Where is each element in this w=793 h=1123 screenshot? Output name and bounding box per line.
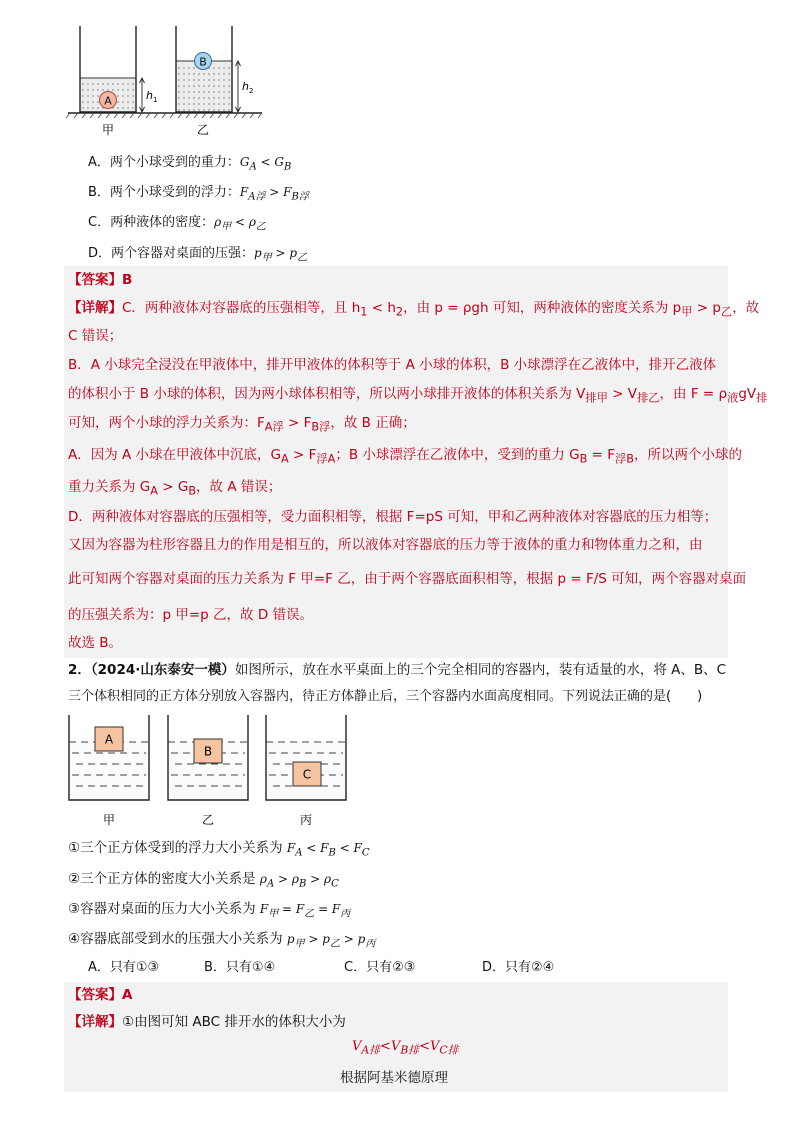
q2-detail-text-2: 根据阿基米德原理 [340, 1070, 448, 1086]
q2-figure [66, 712, 356, 830]
q1-detail-line-3: 的体积小于 B 小球的体积，因为两小球体积相等，所以两小球排开液体的体积关系为 $V_{排甲} > V_{排乙}$，由 $F = \rho_液gV_排$ [68, 386, 768, 405]
q1-option-a [88, 151, 291, 172]
h2-label: h [242, 80, 249, 93]
q1-option-d-text: D．两个容器对桌面的压强： [88, 246, 255, 261]
q2-statement-3-num: ③ [68, 901, 81, 917]
q1-detail-line-5: A．因为 A 小球在甲液体中沉底，$G_A > F_{浮A}$；B 小球漂浮在乙液体中，受到的重力 $G_B = F_{浮B}$，所以两个小球的 [68, 447, 743, 466]
h1-arrow [140, 78, 145, 112]
q2-caption-1: 甲 [102, 813, 116, 827]
container-3 [266, 715, 346, 800]
ball-b-label: B [199, 55, 207, 69]
q2-choice-b: B．只有①④ [204, 960, 276, 975]
q2-choice-a: A．只有①③ [88, 960, 160, 975]
container-2 [168, 715, 248, 800]
q2-statement-2-text: 三个正方体的密度大小关系是 [80, 871, 260, 887]
q2-statement-3-text: 容器对桌面的压力大小关系为 [80, 901, 260, 917]
q2-choice-c: C．只有②③ [344, 960, 416, 975]
q2-statement-3-formula: $F_甲 = F_乙 = F_丙$ [259, 902, 351, 920]
q1-option-c-text: C．两种液体的密度： [88, 215, 215, 230]
q2-source: （2024·山东泰安一模） [90, 662, 235, 678]
h2-sub: 2 [249, 87, 254, 95]
q1-option-b [88, 181, 309, 202]
q2-statement-4-formula: $p_甲 > p_乙 > p_丙$ [286, 932, 376, 950]
q2-volume-formula: $V_{A排}<V_{B排}<V_{C排}$ [352, 1039, 459, 1057]
q2-answer-line [68, 985, 132, 1005]
container-yi [176, 26, 232, 112]
h2-arrow [236, 61, 241, 112]
cube-c-label: C [302, 767, 312, 782]
q1-detail-line-7: D．两种液体对容器底的压强相等，受力面积相等，根据 F=pS 可知，甲和乙两种液体对容器底的压力相等； [68, 509, 718, 525]
q2-statement-3 [68, 897, 350, 919]
h1-label: h [146, 89, 153, 102]
q1-conclusion: 故选 B。 [68, 635, 123, 651]
q2-statement-1-formula: $F_A < F_B < F_C$ [286, 841, 370, 859]
q2-stem-text-1: 如图所示，放在水平桌面上的三个完全相同的容器内，装有适量的水，将 A、B、C [234, 662, 727, 678]
q1-detail-line-8: 又因为容器为柱形容器且力的作用是相互的，所以液体对容器底的压力等于液体的重力和物体重力之和，由 [68, 537, 703, 553]
q1-option-a-formula: $G_A < G_B$ [239, 155, 292, 173]
q2-detail-tag: 【详解】 [68, 1014, 122, 1030]
q2-statement-1-text: 三个正方体受到的浮力大小关系为 [80, 840, 287, 856]
cube-a-label: A [104, 732, 114, 747]
q1-detail-tag: 【详解】 [68, 300, 122, 316]
q1-option-d [88, 242, 307, 263]
q2-statement-2-num: ② [68, 871, 81, 887]
q1-detail-line-0 [68, 298, 759, 323]
q2-choice-d: D．只有②④ [482, 960, 555, 975]
q2-caption-3: 丙 [299, 813, 313, 827]
q1-option-a-text: A．两个小球受到的重力： [88, 155, 240, 170]
ball-a-label: A [104, 94, 112, 108]
caption-yi: 乙 [196, 123, 210, 137]
q2-statement-1 [68, 836, 370, 858]
q1-detail-line-1: C 错误； [68, 328, 123, 344]
q1-option-d-formula: $p_甲 > p_乙$ [254, 246, 308, 264]
q2-answer-value: A [122, 987, 133, 1003]
q2-statement-4-num: ④ [68, 931, 81, 947]
q1-option-c [88, 211, 266, 232]
q2-number: 2． [68, 662, 91, 678]
caption-jia: 甲 [101, 123, 115, 137]
q1-option-b-formula: $F_{A浮} > F_{B浮}$ [239, 185, 309, 203]
q2-statement-1-num: ① [68, 840, 81, 856]
container-jia [80, 26, 136, 112]
q2-caption-2: 乙 [201, 813, 215, 827]
q2-detail-line-1 [68, 1012, 346, 1032]
cube-b-label: B [203, 744, 213, 759]
q2-stem-line-2: 三个体积相同的正方体分别放入容器内，待正方体静止后，三个容器内水面高度相同。下列说法正确的是( ) [68, 689, 703, 704]
q2-statement-4 [68, 927, 375, 949]
q1-detail-line-2: B．A 小球完全浸没在甲液体中，排开甲液体的体积等于 A 小球的体积，B 小球漂浮在乙液体中，排开乙液体 [68, 357, 717, 373]
q1-detail-line-10: 的压强关系为：p 甲=p 乙，故 D 错误。 [68, 607, 314, 623]
q1-answer-line [68, 270, 132, 290]
q1-option-c-formula: $\rho_甲 < \rho_乙$ [214, 215, 266, 233]
q1-figure [66, 26, 266, 138]
q2-statement-2 [68, 867, 339, 889]
container-1 [69, 715, 149, 800]
q1-option-b-text: B．两个小球受到的浮力： [88, 185, 240, 200]
q1-answer-value: B [122, 272, 133, 288]
q1-detail-line-6: 重力关系为 $G_A > G_B$，故 A 错误； [68, 479, 282, 498]
q1-detail-line-9: 此可知两个容器对桌面的压力关系为 F 甲=F 乙，由于两个容器底面积相等，根据 p = F/S 可知，两个容器对桌面 [68, 571, 747, 587]
q2-statement-2-formula: $\rho_A > \rho_B > \rho_C$ [259, 872, 339, 890]
h1-sub: 1 [153, 96, 158, 104]
q2-stem-line-1 [68, 660, 726, 680]
q2-detail-text-1: ①由图可知 ABC 排开水的体积大小为 [122, 1014, 346, 1030]
q1-detail-text-0: C．两种液体对容器底的压强相等，且 $h_1 < h_2$，由 p = ρgh 可知，两种液体的密度关系为 $p_甲 > p_乙$，故 [122, 300, 760, 319]
q1-detail-line-4: 可知，两个小球的浮力关系为：$F_{A浮} > F_{B浮}$，故 B 正确； [68, 415, 416, 434]
q2-statement-4-text: 容器底部受到水的压强大小关系为 [80, 931, 287, 947]
q2-answer-tag: 【答案】 [68, 987, 122, 1003]
q1-answer-tag: 【答案】 [68, 272, 122, 288]
